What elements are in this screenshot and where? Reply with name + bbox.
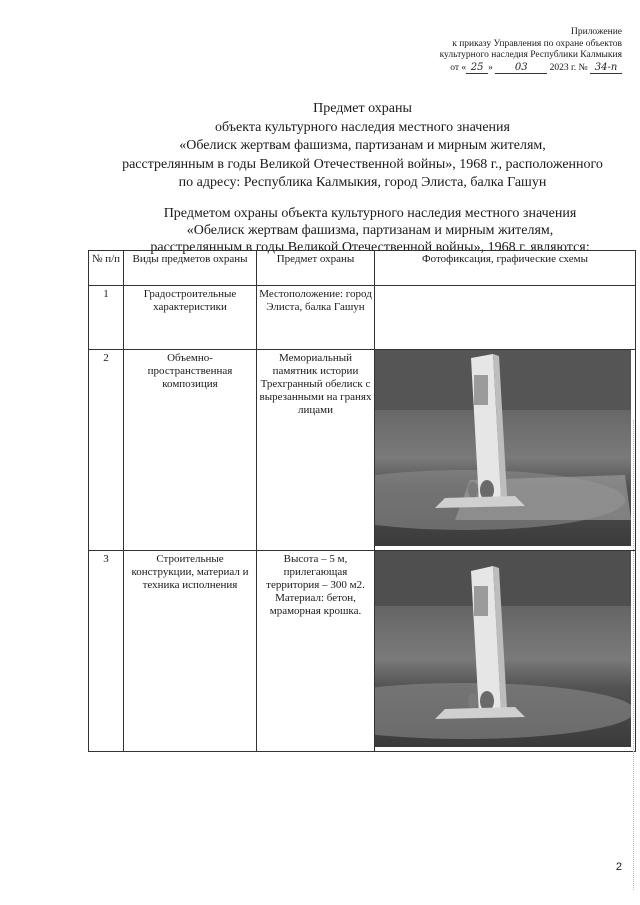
appendix-order: к приказу Управления по охране объектов bbox=[452, 38, 622, 49]
protection-subject-table bbox=[88, 250, 636, 752]
appendix-day: 25 bbox=[466, 62, 488, 75]
header-photo: Фотофиксация, графические схемы bbox=[375, 251, 636, 286]
row-photo bbox=[375, 551, 636, 752]
title-line-1: Предмет охраны bbox=[313, 101, 412, 116]
title-line-4: расстрелянным в годы Великой Отечественной войны», 1968 г., расположенного bbox=[122, 156, 603, 172]
appendix-block bbox=[382, 27, 622, 74]
appendix-date-line: от « 25 » 03 2023 г. № 34-п bbox=[382, 62, 622, 75]
header-number: № п/п bbox=[89, 251, 124, 286]
row-number: 3 bbox=[89, 551, 124, 752]
intro-line-3: расстрелянным в годы Великой Отечественной войны», 1968 г. являются: bbox=[150, 240, 590, 255]
header-subject: Предмет охраны bbox=[257, 251, 375, 286]
title-line-2: объекта культурного наследия местного значения bbox=[215, 119, 510, 135]
table-row bbox=[89, 350, 636, 551]
appendix-month: 03 bbox=[495, 62, 547, 75]
row-kind: Градостроительные характеристики bbox=[124, 286, 257, 350]
intro-line-1: Предметом охраны объекта культурного наследия местного значения bbox=[163, 206, 577, 221]
title-line-5: по адресу: Республика Калмыкия, город Элиста, балка Гашун bbox=[178, 175, 547, 190]
row-photo-empty bbox=[375, 286, 636, 350]
appendix-authority: культурного наследия Республики Калмыкия bbox=[439, 50, 622, 60]
obelisk-photo bbox=[375, 551, 631, 747]
document-title bbox=[90, 100, 635, 193]
intro-paragraph bbox=[110, 205, 630, 256]
page-number: 2 bbox=[615, 861, 622, 873]
header-kind: Виды предметов охраны bbox=[124, 251, 257, 286]
appendix-number: 34-п bbox=[590, 62, 622, 75]
table-row bbox=[89, 551, 636, 752]
scan-edge-dots bbox=[632, 420, 634, 890]
row-number: 2 bbox=[89, 350, 124, 551]
table-header-row bbox=[89, 251, 636, 286]
row-subject: Мемориальный памятник истории Трехгранный обелиск с вырезанными на гранях лицами bbox=[257, 350, 375, 551]
row-kind: Строительные конструкции, материал и техника исполнения bbox=[124, 551, 257, 752]
table-row bbox=[89, 286, 636, 350]
row-subject: Высота – 5 м, прилегающая территория – 300 м2. Материал: бетон, мраморная крошка. bbox=[257, 551, 375, 752]
row-subject: Местоположение: город Элиста, балка Гашун bbox=[257, 286, 375, 350]
appendix-title: Приложение bbox=[571, 27, 622, 37]
obelisk-photo bbox=[375, 350, 631, 546]
intro-line-2: «Обелиск жертвам фашизма, партизанам и мирным жителям, bbox=[186, 223, 554, 238]
row-photo bbox=[375, 350, 636, 551]
title-line-3: «Обелиск жертвам фашизма, партизанам и мирным жителям, bbox=[179, 138, 546, 153]
row-number: 1 bbox=[89, 286, 124, 350]
row-kind: Объемно-пространственная композиция bbox=[124, 350, 257, 551]
